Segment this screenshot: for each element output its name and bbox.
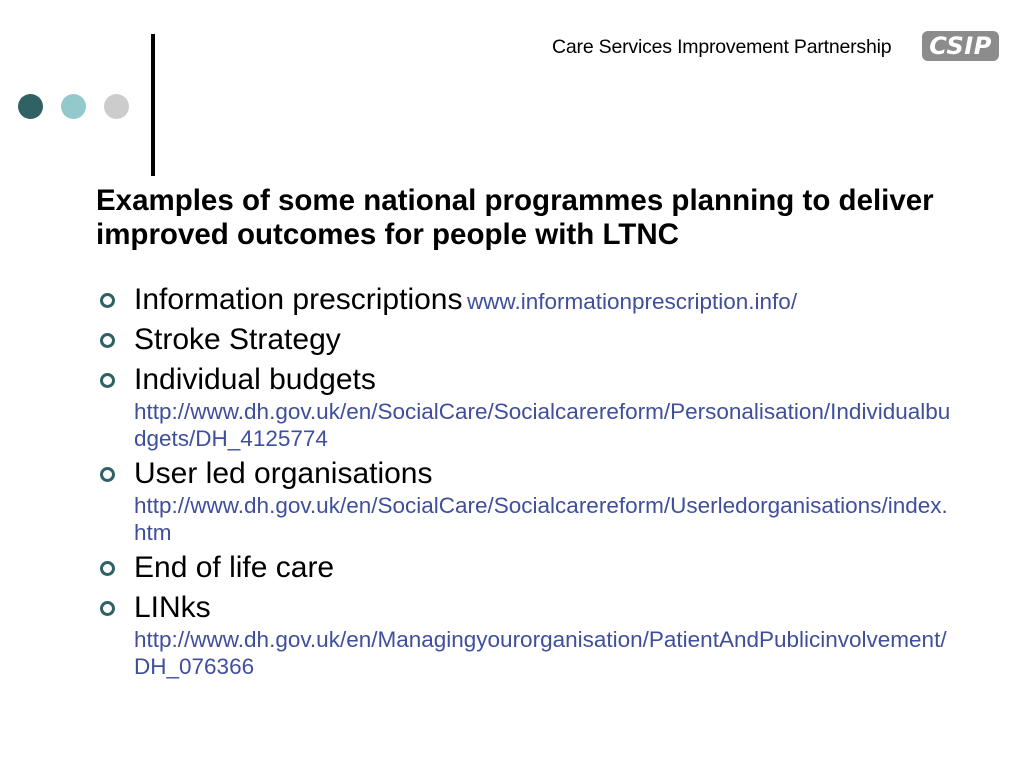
csip-logo bbox=[922, 31, 999, 61]
list-item-individual-budgets bbox=[96, 362, 976, 452]
list-item-stroke-strategy bbox=[96, 322, 976, 358]
slide-title: Examples of some national programmes planning to deliver improved outcomes for people with LTNC bbox=[96, 184, 934, 251]
decorative-dot-dark bbox=[18, 94, 43, 119]
information-prescription-link[interactable]: www.informationprescription.info/ bbox=[466, 289, 798, 314]
item-label: Individual budgets bbox=[134, 363, 376, 396]
list-item-end-of-life-care bbox=[96, 550, 976, 586]
bullet-ring-icon bbox=[100, 467, 115, 482]
bullet-ring-icon bbox=[100, 601, 115, 616]
bullet-ring-icon bbox=[100, 293, 115, 308]
organisation-name: Care Services Improvement Partnership bbox=[552, 36, 892, 58]
item-label: User led organisations bbox=[134, 457, 433, 490]
bullet-ring-icon bbox=[100, 333, 115, 348]
list-item-user-led-organisations bbox=[96, 456, 976, 546]
list-item-information-prescriptions bbox=[96, 282, 976, 318]
item-label: End of life care bbox=[134, 551, 335, 584]
bullet-ring-icon bbox=[100, 373, 115, 388]
list-item-links bbox=[96, 590, 976, 680]
item-label: Stroke Strategy bbox=[134, 323, 341, 356]
item-label: LINks bbox=[134, 591, 211, 624]
links-link[interactable]: http://www.dh.gov.uk/en/Managingyourorganisation/PatientAndPublicinvolvement/DH_076366 bbox=[134, 627, 947, 679]
item-label: Information prescriptions bbox=[134, 283, 463, 316]
vertical-divider bbox=[151, 34, 155, 176]
individual-budgets-link[interactable]: http://www.dh.gov.uk/en/SocialCare/Socialcarereform/Personalisation/Individualbudgets/DH_4125774 bbox=[134, 399, 951, 451]
csip-logo-text: CSIP bbox=[929, 32, 992, 60]
decorative-dot-grey bbox=[104, 94, 129, 119]
programme-list bbox=[96, 282, 976, 684]
bullet-ring-icon bbox=[100, 561, 115, 576]
user-led-organisations-link[interactable]: http://www.dh.gov.uk/en/SocialCare/Socialcarereform/Userledorganisations/index.htm bbox=[134, 493, 948, 545]
decorative-dot-light bbox=[61, 94, 86, 119]
